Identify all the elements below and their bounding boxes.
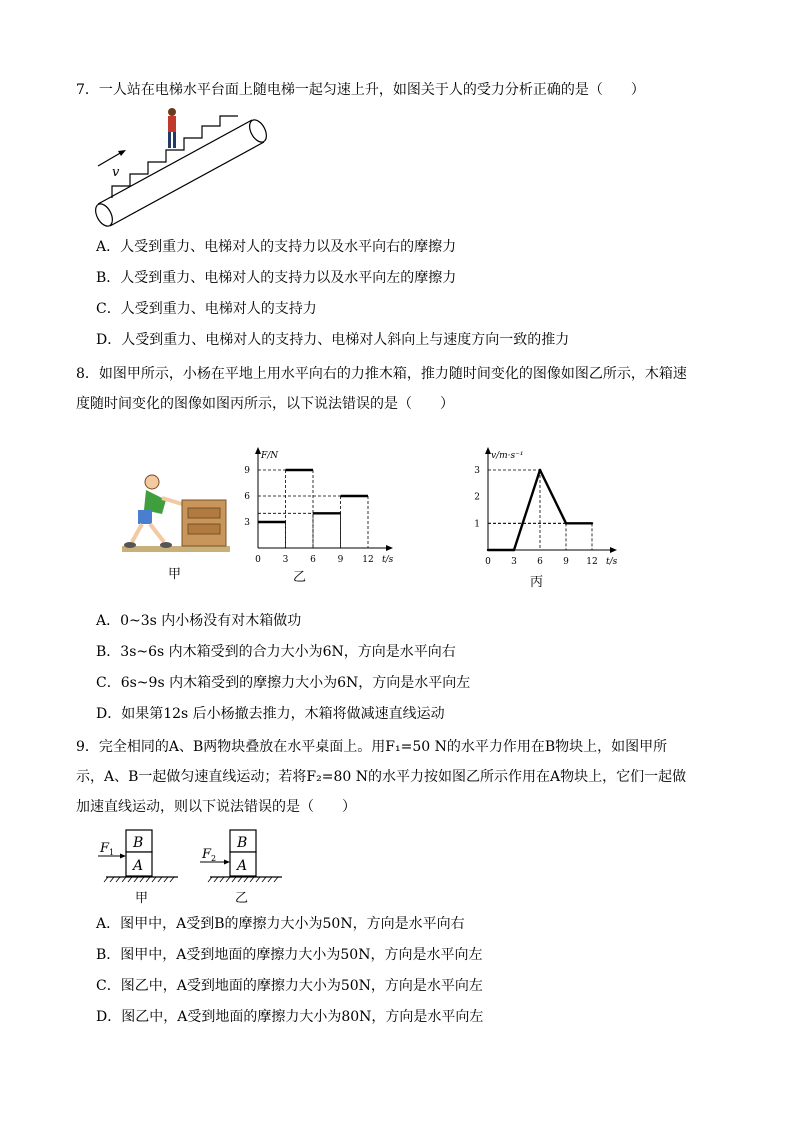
q7-stem: 7．一人站在电梯水平台面上随电梯一起匀速上升，如图关于人的受力分析正确的是（ ）	[76, 82, 645, 98]
x-axis-arrow	[386, 545, 393, 551]
x-tick-label: 0	[255, 555, 261, 565]
q8-caption-yi: 乙	[293, 570, 307, 585]
x-tick-label: 0	[485, 557, 491, 567]
force-f1-subscript: 1	[109, 848, 115, 857]
q8-option-d: D．如果第12s 后小杨撤去推力，木箱将做减速直线运动	[96, 706, 445, 722]
q8-pushing-figure	[122, 470, 232, 558]
x-axis-label: t/s	[382, 555, 394, 565]
q8-option-b: B．3s~6s 内木箱受到的合力大小为6N，方向是水平向右	[96, 644, 456, 660]
block-a-label: A	[133, 858, 144, 874]
velocity-segment	[514, 470, 540, 550]
q9-caption-yi: 乙	[235, 891, 249, 906]
q7-escalator-figure	[92, 104, 272, 232]
q7-option-a: A．人受到重力、电梯对人的支持力以及水平向右的摩擦力	[96, 239, 457, 255]
q8-force-time-chart	[236, 440, 416, 565]
q9-figure-jia	[96, 826, 186, 886]
q9-stem-line2: 示，A、B一起做匀速直线运动；若将F₂=80 N的水平力按如图乙所示作用在A物块上，它们一起做	[76, 769, 687, 785]
q8-caption-jia: 甲	[168, 567, 182, 582]
x-tick-label: 6	[537, 557, 543, 567]
q9-figure-yi	[198, 826, 288, 886]
velocity-label: v	[112, 165, 120, 180]
x-tick-label: 3	[282, 555, 289, 565]
block-b-label: B	[237, 835, 248, 851]
q9-stem-line3: 加速直线运动，则以下说法错误的是（ ）	[76, 799, 356, 815]
x-tick-label: 12	[362, 555, 374, 565]
velocity-arrow-icon	[98, 150, 126, 166]
y-axis-label: v/m·s⁻¹	[491, 451, 524, 461]
x-axis-label: t/s	[606, 557, 618, 567]
block-b-label: B	[133, 835, 144, 851]
y-tick-label: 9	[244, 466, 250, 476]
q9-option-b: B．图甲中，A受到地面的摩擦力大小为50N，方向是水平向左	[96, 947, 483, 963]
velocity-segment	[540, 470, 566, 523]
q8-stem-line2: 度随时间变化的图像如图丙所示，以下说法错误的是（ ）	[76, 396, 454, 412]
block-a-label: A	[237, 858, 248, 874]
y-axis-label: F/N	[261, 451, 279, 461]
q9-option-d: D．图乙中，A受到地面的摩擦力大小为80N，方向是水平向左	[96, 1009, 484, 1025]
q8-stem-line1: 8．如图甲所示，小杨在平地上用水平向右的力推木箱，推力随时间变化的图像如图乙所示，木箱速	[76, 366, 687, 382]
q8-option-a: A．0~3s 内小杨没有对木箱做功	[96, 613, 302, 629]
x-tick-label: 3	[511, 557, 517, 567]
q8-option-c: C．6s~9s 内木箱受到的摩擦力大小为6N，方向是水平向左	[96, 675, 471, 691]
q8-caption-bing: 丙	[530, 575, 544, 590]
y-tick-label: 6	[244, 492, 250, 502]
q9-option-c: C．图乙中，A受到地面的摩擦力大小为50N，方向是水平向左	[96, 978, 483, 994]
q8-velocity-time-chart	[466, 440, 636, 570]
q9-caption-jia: 甲	[135, 891, 149, 906]
y-tick-label: 2	[474, 492, 480, 503]
x-tick-label: 12	[586, 557, 598, 567]
y-tick-label: 1	[474, 519, 480, 530]
x-tick-label: 6	[310, 555, 316, 565]
q7-option-c: C．人受到重力、电梯对人的支持力	[96, 301, 317, 317]
x-tick-label: 9	[337, 555, 344, 565]
q7-option-b: B．人受到重力、电梯对人的支持力以及水平向左的摩擦力	[96, 270, 457, 286]
person-icon	[168, 108, 176, 148]
y-tick-label: 3	[474, 466, 480, 476]
x-axis-arrow	[610, 547, 617, 553]
y-tick-label: 3	[244, 518, 250, 528]
wooden-box-icon	[182, 500, 226, 546]
force-f2-label: F	[202, 847, 212, 862]
boy-icon	[124, 475, 182, 548]
q9-stem-line1: 9．完全相同的A、B两物块叠放在水平桌面上。用F₁=50 N的水平力作用在B物块上，如图甲所	[76, 739, 668, 755]
x-tick-label: 9	[563, 557, 569, 567]
q7-option-d: D．人受到重力、电梯对人的支持力、电梯对人斜向上与速度方向一致的推力	[96, 332, 570, 348]
force-f2-subscript: 2	[211, 854, 217, 863]
q9-option-a: A．图甲中，A受到B的摩擦力大小为50N，方向是水平向右	[96, 916, 465, 932]
force-f1-label: F	[100, 841, 110, 856]
